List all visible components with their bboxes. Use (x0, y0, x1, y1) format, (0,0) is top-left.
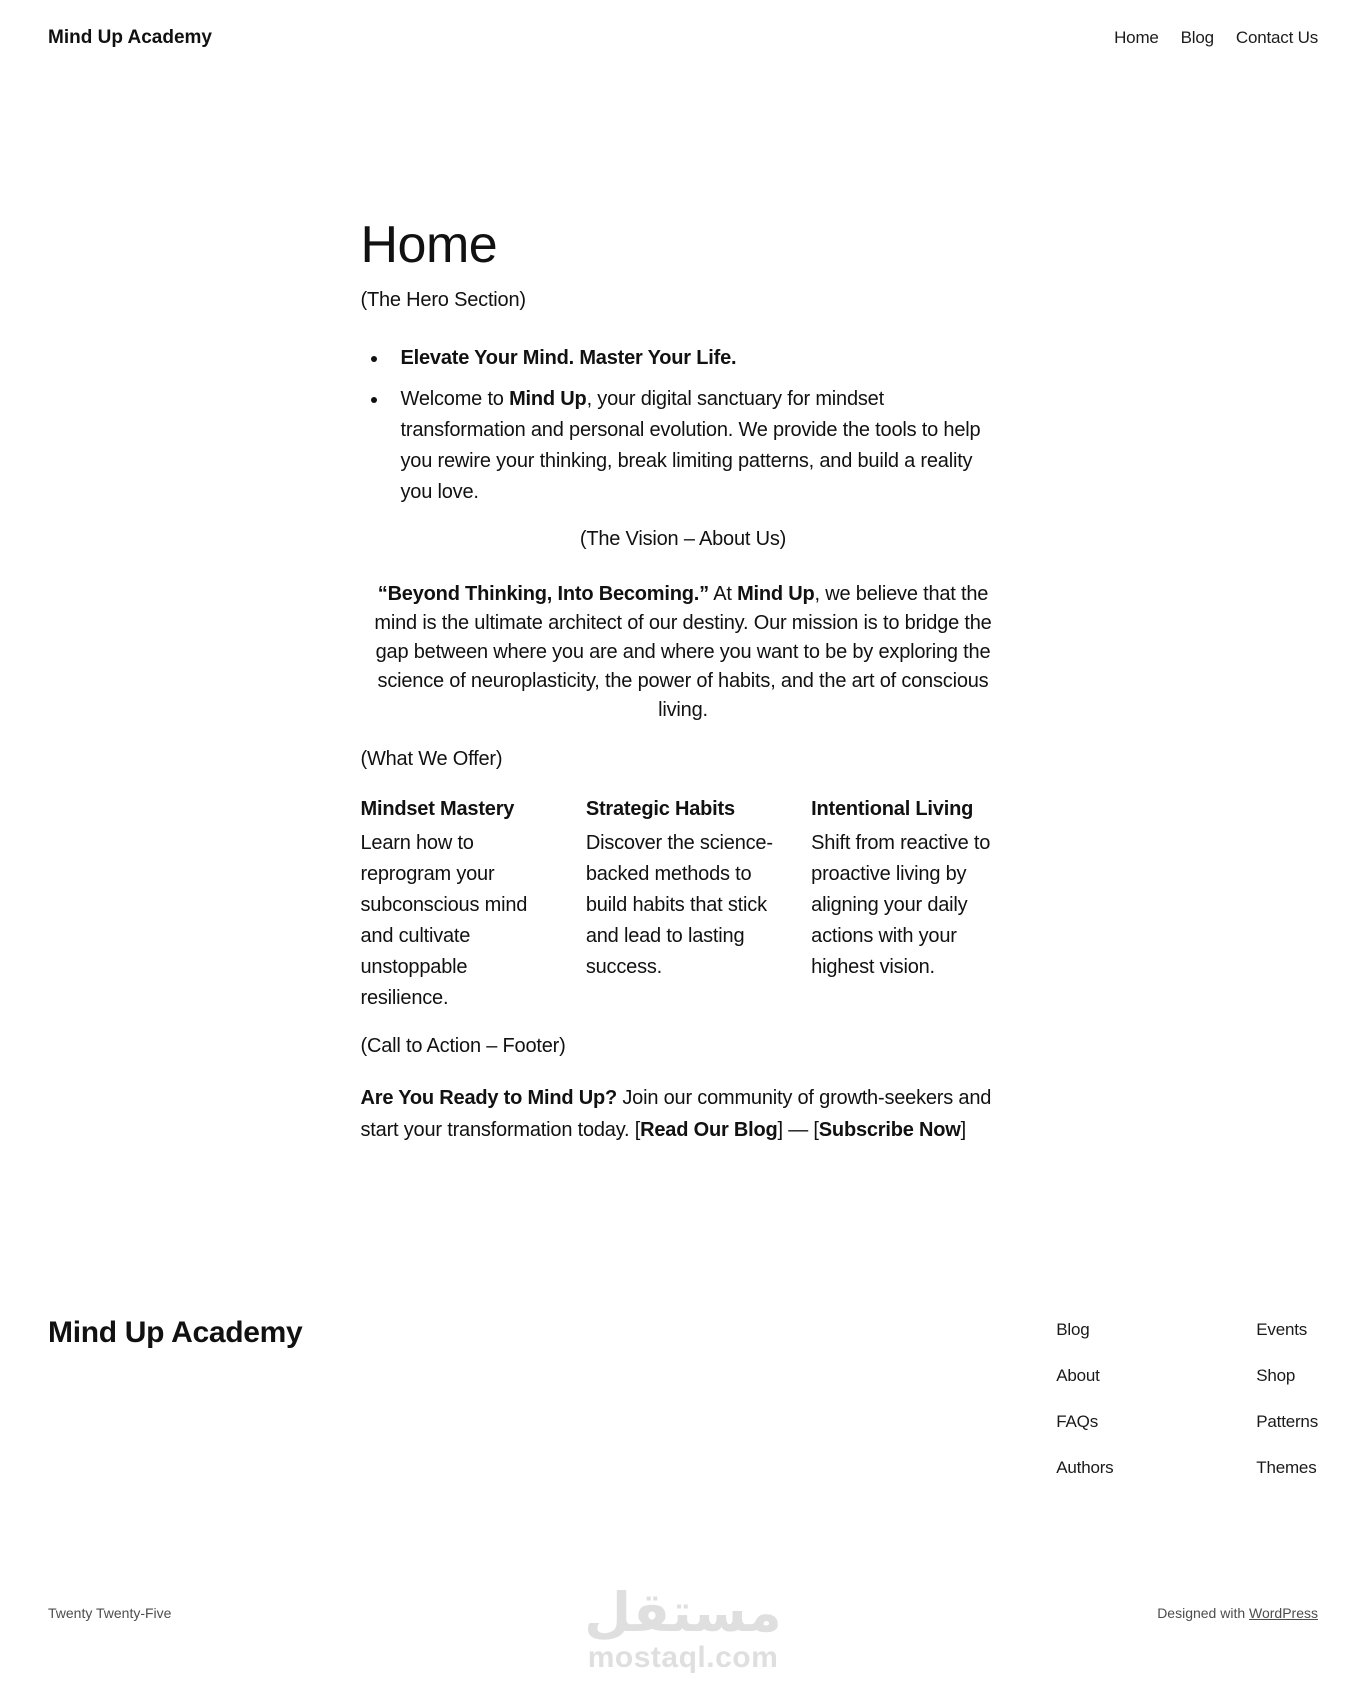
vision-quote: “Beyond Thinking, Into Becoming.” (377, 583, 709, 606)
site-title: Mind Up Academy (48, 27, 212, 48)
offer-columns (361, 795, 1006, 1014)
read-our-blog-label: Read Our Blog (640, 1118, 778, 1141)
footer-link-about[interactable]: About (1056, 1365, 1100, 1385)
cta-paragraph (361, 1083, 1006, 1146)
subscribe-now-label: Subscribe Now (818, 1118, 961, 1141)
footer-link-themes[interactable]: Themes (1256, 1457, 1317, 1477)
footer-brand: Mind Up Academy (48, 1315, 303, 1349)
vision-section-label: (The Vision – About Us) (579, 528, 787, 551)
cta-text-3: ] (960, 1118, 967, 1141)
vision-brand-name: Mind Up (737, 583, 815, 606)
hero-welcome-pre: Welcome to (400, 388, 510, 411)
footer-nav-column-1 (1056, 1319, 1256, 1479)
hero-bullet-welcome (389, 384, 1006, 508)
offer-text: Discover the science-backed methods to build habits that stick and lead to lasting success. (585, 832, 773, 979)
cta-text-2: ] — [ (777, 1118, 819, 1141)
main-content (361, 214, 1006, 1147)
wordpress-link[interactable]: WordPress (1249, 1604, 1318, 1621)
offer-text: Learn how to reprogram your subconscious mind and cultivate unstoppable resilience. (360, 832, 528, 1010)
offer-title: Mindset Mastery (360, 798, 515, 821)
offer-title: Strategic Habits (585, 798, 735, 821)
offer-column-mindset-mastery (361, 795, 555, 1014)
hero-brand-name: Mind Up (509, 388, 587, 411)
cta-lead: Are You Ready to Mind Up? (360, 1087, 617, 1110)
cta-text-1: Join our community of growth-seekers and start your transformation today. [ (360, 1087, 992, 1141)
hero-tagline-text: Elevate Your Mind. Master Your Life. (400, 347, 737, 370)
footer-link-authors[interactable]: Authors (1056, 1457, 1114, 1477)
hero-welcome-post: , your digital sanctuary for mindset transformation and personal evolution. We provide the tools to help you rewire your thinking, break limiting patterns, and build a reality you love. (400, 388, 981, 504)
vision-mid: At (708, 583, 738, 606)
offer-title: Intentional Living (811, 798, 974, 821)
mostaql-watermark (0, 1581, 1366, 1674)
header-nav (1114, 28, 1318, 48)
footer-link-blog[interactable]: Blog (1056, 1319, 1090, 1339)
site-header (0, 0, 1366, 50)
bottom-bar (0, 1605, 1366, 1621)
offer-text: Shift from reactive to proactive living by aligning your daily actions with your highest vision. (811, 832, 991, 979)
nav-link-contact-us[interactable]: Contact Us (1235, 28, 1318, 47)
read-our-blog-link[interactable] (640, 1119, 777, 1141)
designed-with-prefix: Designed with (1157, 1604, 1250, 1621)
footer-link-faqs[interactable]: FAQs (1056, 1411, 1098, 1431)
nav-link-home[interactable]: Home (1114, 28, 1159, 47)
site-footer (0, 1316, 1366, 1479)
footer-link-shop[interactable]: Shop (1256, 1365, 1296, 1385)
vision-paragraph (361, 580, 1006, 724)
offer-column-strategic-habits (586, 795, 780, 1014)
hero-bullet-tagline (389, 343, 1006, 374)
page-title: Home (360, 216, 498, 274)
subscribe-now-link[interactable] (819, 1119, 961, 1141)
footer-link-events[interactable]: Events (1256, 1319, 1308, 1339)
offer-column-intentional-living (811, 795, 1005, 1014)
offer-section-label: (What We Offer) (360, 748, 503, 771)
theme-name-text: Twenty Twenty-Five (48, 1604, 172, 1621)
footer-nav-column-2 (1256, 1319, 1318, 1479)
designed-with-text (1157, 1605, 1318, 1621)
footer-nav (1056, 1316, 1318, 1479)
watermark-latin-text: mostaql.com (587, 1641, 779, 1674)
watermark-arabic-text: مستقل (584, 1581, 782, 1644)
vision-rest: , we believe that the mind is the ultimate architect of our destiny. Our mission is to bridge the gap between where you are and where you want to be by exploring the science of neuroplasticity, the power of habits, and the art of conscious living. (374, 583, 992, 721)
nav-link-blog[interactable]: Blog (1180, 28, 1214, 47)
hero-bullet-list (361, 343, 1006, 508)
cta-section-label: (Call to Action – Footer) (360, 1035, 566, 1058)
footer-link-patterns[interactable]: Patterns (1256, 1411, 1318, 1431)
hero-section-label: (The Hero Section) (360, 289, 526, 312)
